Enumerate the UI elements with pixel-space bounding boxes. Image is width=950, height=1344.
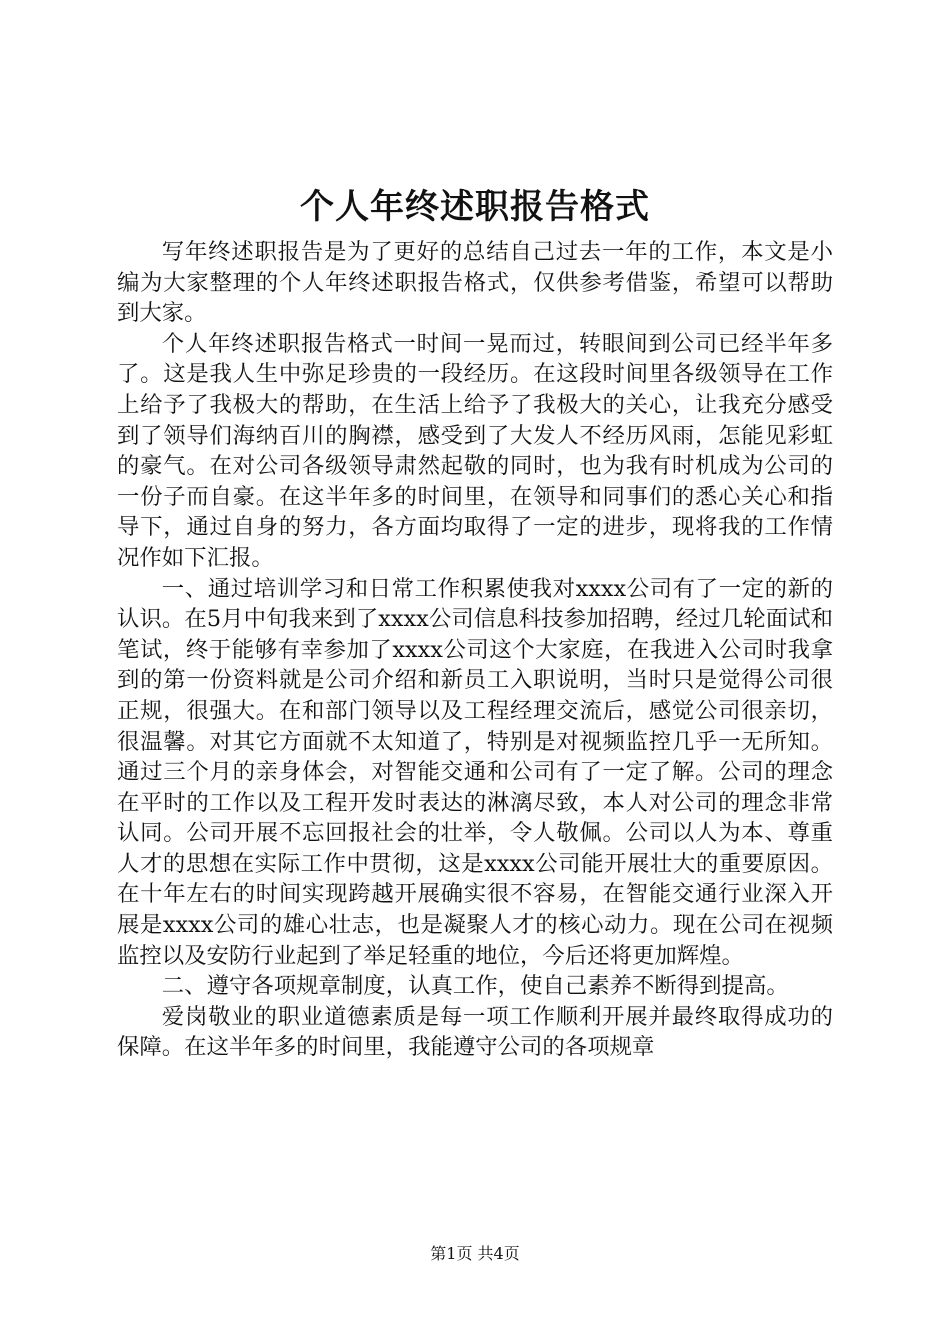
paragraph-section-two-heading: 二、遵守各项规章制度，认真工作，使自己素养不断得到提高。 bbox=[161, 973, 789, 1000]
page-number-footer: 第1页 共4页 bbox=[430, 1244, 520, 1263]
document-body bbox=[117, 237, 833, 1063]
paragraph-section-one: 一、通过培训学习和日常工作积累使我对xxxx公司有了一定的新的认识。在5月中旬我来到了xxxx公司信息科技参加招聘，经过几轮面试和笔试，终于能够有幸参加了xxxx公司这个大家庭，在我进入公司时我拿到的第一份资料就是公司介绍和新员工入职说明，当时只是觉得公司很正规，很强大。在和部门领导以及工程经理交流后，感觉公司很亲切，很温馨。对其它方面就不太知道了，特别是对视频监控几乎一无所知。通过三个月的亲身体会，对智能交通和公司有了一定了解。公司的理念在平时的工作以及工程开发时表达的淋漓尽致，本人对公司的理念非常认同。公司开展不忘回报社会的壮举，令人敬佩。公司以人为本、尊重人才的思想在实际工作中贯彻，这是xxxx公司能开展壮大的重要原因。在十年左右的时间实现跨越开展确实很不容易，在智能交通行业深入开展是xxxx公司的雄心壮志，也是凝聚人才的核心动力。现在公司在视频监控以及安防行业起到了举足轻重的地位，今后还将更加辉煌。 bbox=[117, 575, 833, 969]
paragraph-section-two-body: 爱岗敬业的职业道德素质是每一项工作顺利开展并最终取得成功的保障。在这半年多的时间里，我能遵守公司的各项规章 bbox=[117, 1003, 833, 1061]
paragraph-intro: 写年终述职报告是为了更好的总结自己过去一年的工作，本文是小编为大家整理的个人年终述职报告格式，仅供参考借鉴，希望可以帮助到大家。 bbox=[117, 239, 833, 327]
paragraph-opening: 个人年终述职报告格式一时间一晃而过，转眼间到公司已经半年多了。这是我人生中弥足珍贵的一段经历。在这段时间里各级领导在工作上给予了我极大的帮助，在生活上给予了我极大的关心，让我充分感受到了领导们海纳百川的胸襟，感受到了大发人不经历风雨，怎能见彩虹的豪气。在对公司各级领导肃然起敬的同时，也为我有时机成为公司的一份子而自豪。在这半年多的时间里，在领导和同事们的悉心关心和指导下，通过自身的努力，各方面均取得了一定的进步，现将我的工作情况作如下汇报。 bbox=[117, 330, 833, 571]
document-title: 个人年终述职报告格式 bbox=[300, 187, 650, 227]
